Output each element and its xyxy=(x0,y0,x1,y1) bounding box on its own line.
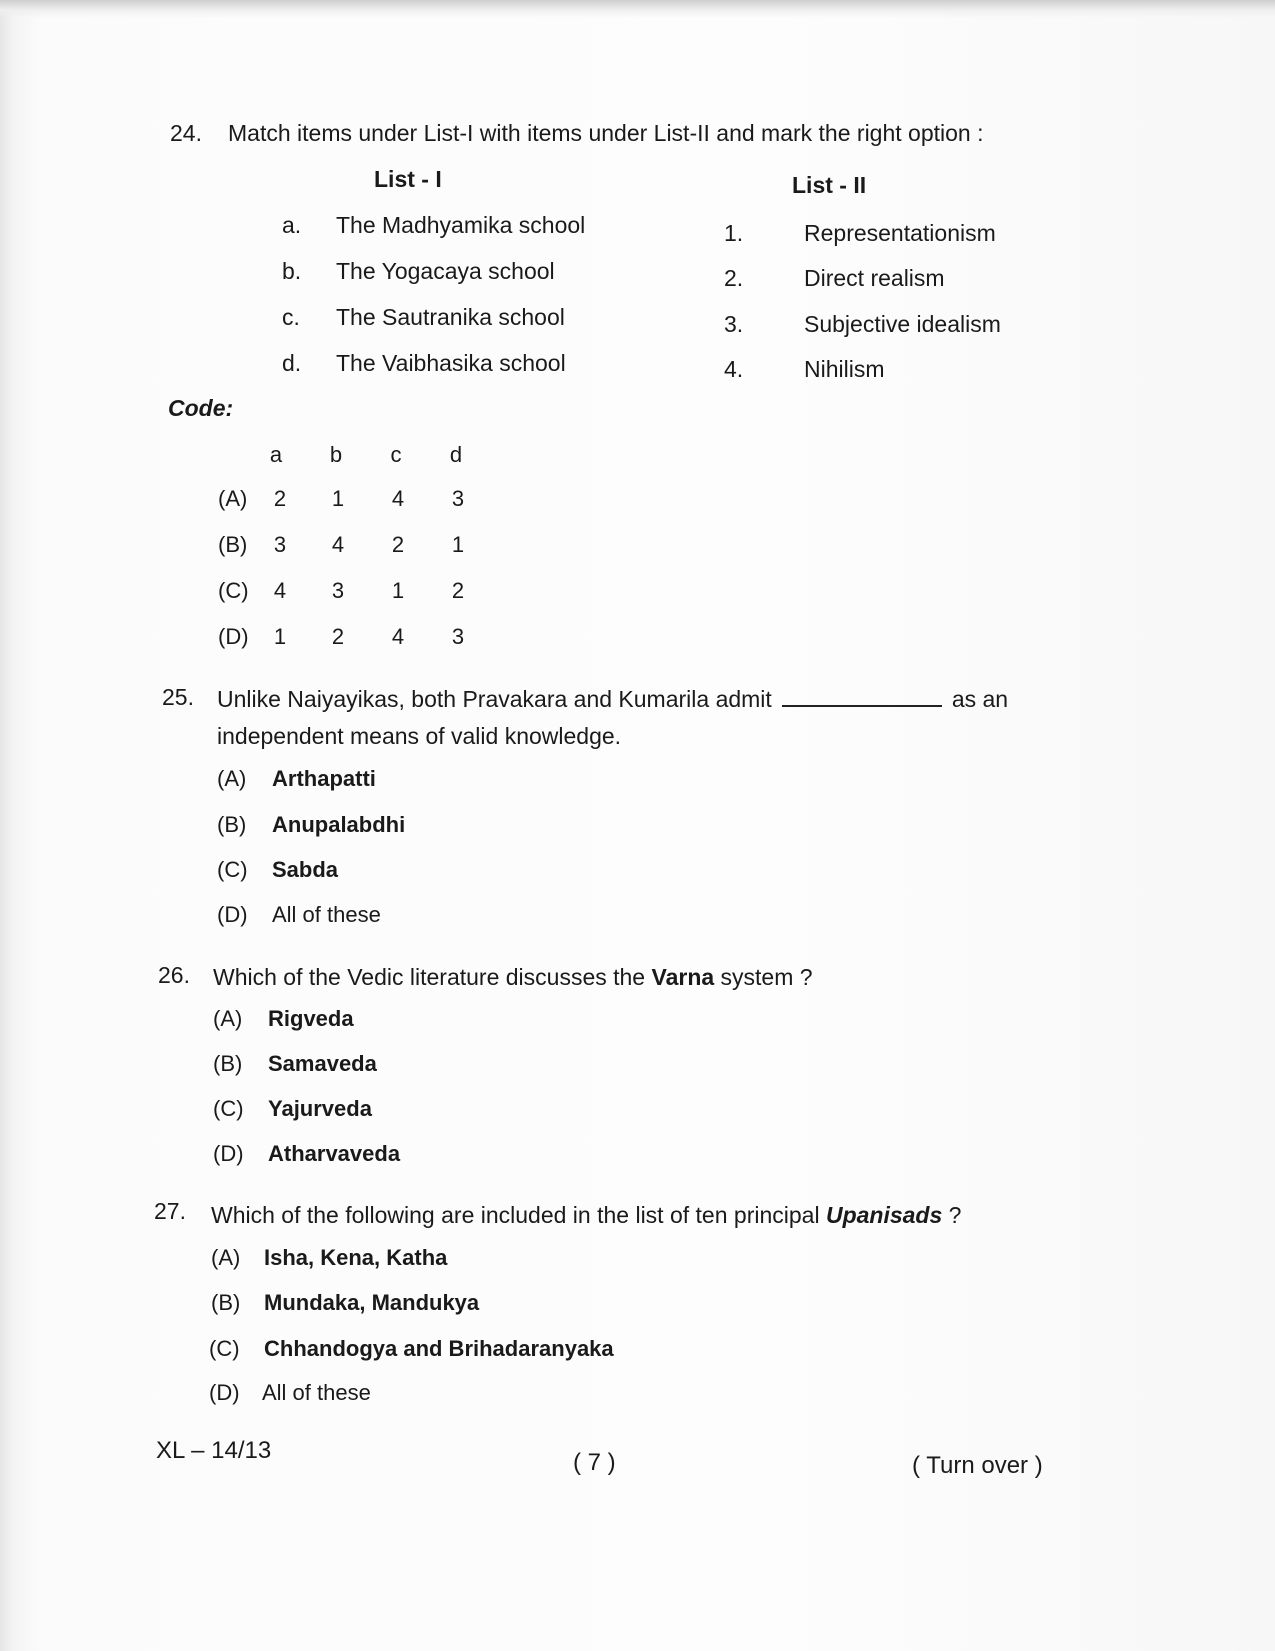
question-number: 26. xyxy=(158,962,190,988)
list-1-key: a. xyxy=(282,212,302,238)
option-d[interactable]: All of these xyxy=(272,902,381,927)
code-value: 3 xyxy=(451,624,465,649)
question-number: 27. xyxy=(154,1198,186,1224)
code-row-d[interactable] xyxy=(218,624,488,650)
question-number: 24. xyxy=(170,120,202,146)
option-b[interactable]: Mundaka, Mandukya xyxy=(264,1290,480,1315)
code-value: 3 xyxy=(451,486,465,511)
question-text xyxy=(213,964,813,991)
list-2-item: Subjective idealism xyxy=(804,311,1001,337)
code-value: 1 xyxy=(391,578,405,603)
paper-code: XL – 14/13 xyxy=(156,1437,272,1464)
option-label: (B) xyxy=(211,1290,241,1315)
option-label: (C) xyxy=(217,857,248,882)
code-value: 1 xyxy=(331,486,345,511)
code-row-a[interactable] xyxy=(218,486,488,512)
option-label: (D) xyxy=(217,902,248,927)
code-row-c[interactable] xyxy=(218,578,488,604)
question-text xyxy=(217,686,1008,713)
question-text-part: Which of the following are included in the list of ten principal xyxy=(211,1202,820,1228)
option-c[interactable]: Chhandogya and Brihadaranyaka xyxy=(264,1336,614,1361)
option-c[interactable]: Yajurveda xyxy=(268,1096,372,1121)
code-header: b xyxy=(329,442,343,467)
code-value: 2 xyxy=(331,624,345,649)
turn-over-note: ( Turn over ) xyxy=(912,1452,1043,1479)
option-label: (D) xyxy=(213,1141,244,1166)
answer-blank xyxy=(782,704,942,707)
code-value: 2 xyxy=(273,486,287,511)
list-2-key: 3. xyxy=(724,311,744,337)
option-label: (C) xyxy=(218,578,249,603)
list-2-key: 2. xyxy=(724,265,744,291)
code-label: Code: xyxy=(168,395,234,421)
list-2-item: Representationism xyxy=(804,220,996,246)
question-text-part: system ? xyxy=(720,964,813,990)
option-a[interactable]: Arthapatti xyxy=(272,766,376,791)
code-value: 4 xyxy=(391,486,405,511)
code-value: 3 xyxy=(331,578,345,603)
option-label: (A) xyxy=(211,1245,241,1270)
code-value: 1 xyxy=(273,624,287,649)
option-label: (A) xyxy=(218,486,248,511)
question-text-part: ? xyxy=(948,1202,962,1228)
list-2-item: Nihilism xyxy=(804,356,885,382)
question-text-part: as an xyxy=(951,686,1009,712)
question-text-line2: independent means of valid knowledge. xyxy=(217,723,622,749)
code-header: d xyxy=(449,442,463,467)
question-number: 25. xyxy=(162,684,194,710)
code-value: 4 xyxy=(331,532,345,557)
list-1-header: List - I xyxy=(374,166,442,192)
list-1-key: b. xyxy=(282,258,302,284)
option-label: (B) xyxy=(217,812,247,837)
list-1-item: The Sautranika school xyxy=(336,304,565,330)
option-c[interactable]: Sabda xyxy=(272,857,339,882)
question-text: Match items under List-I with items under List-II and mark the right option : xyxy=(228,120,984,146)
list-1-key: c. xyxy=(282,304,300,330)
list-1-key: d. xyxy=(282,350,302,376)
code-value: 1 xyxy=(451,532,465,557)
code-header-row xyxy=(246,442,486,468)
code-value: 4 xyxy=(391,624,405,649)
code-row-b[interactable] xyxy=(218,532,488,558)
option-a[interactable]: Isha, Kena, Katha xyxy=(264,1245,448,1270)
option-a[interactable]: Rigveda xyxy=(268,1006,354,1031)
question-text-emphasis: Varna xyxy=(651,964,715,990)
question-text-part: Which of the Vedic literature discusses the xyxy=(213,964,646,990)
option-d[interactable]: Atharvaveda xyxy=(268,1141,401,1166)
code-value: 4 xyxy=(273,578,287,603)
question-text-emphasis: Upanisads xyxy=(825,1202,943,1228)
option-b[interactable]: Anupalabdhi xyxy=(272,812,406,837)
list-1-item: The Yogacaya school xyxy=(336,258,555,284)
question-text xyxy=(211,1202,961,1229)
list-2-item: Direct realism xyxy=(804,265,945,291)
option-label: (C) xyxy=(209,1336,240,1361)
code-header: c xyxy=(390,442,402,467)
code-value: 3 xyxy=(273,532,287,557)
list-2-header: List - II xyxy=(792,172,867,198)
code-value: 2 xyxy=(391,532,405,557)
option-label: (B) xyxy=(218,532,248,557)
option-label: (B) xyxy=(213,1051,243,1076)
option-d[interactable]: All of these xyxy=(262,1380,371,1405)
scan-top-edge xyxy=(0,0,1275,18)
option-label: (C) xyxy=(213,1096,244,1121)
code-value: 2 xyxy=(451,578,465,603)
option-b[interactable]: Samaveda xyxy=(268,1051,377,1076)
option-label: (D) xyxy=(218,624,249,649)
list-1-item: The Madhyamika school xyxy=(336,212,586,238)
list-2-key: 1. xyxy=(724,220,744,246)
option-label: (A) xyxy=(213,1006,243,1031)
code-header: a xyxy=(269,442,283,467)
question-text-part: Unlike Naiyayikas, both Pravakara and Kumarila admit xyxy=(217,686,772,712)
option-label: (D) xyxy=(209,1380,240,1405)
option-label: (A) xyxy=(217,766,247,791)
page-number: ( 7 ) xyxy=(573,1449,616,1476)
list-1-item: The Vaibhasika school xyxy=(336,350,566,376)
list-2-key: 4. xyxy=(724,356,744,382)
